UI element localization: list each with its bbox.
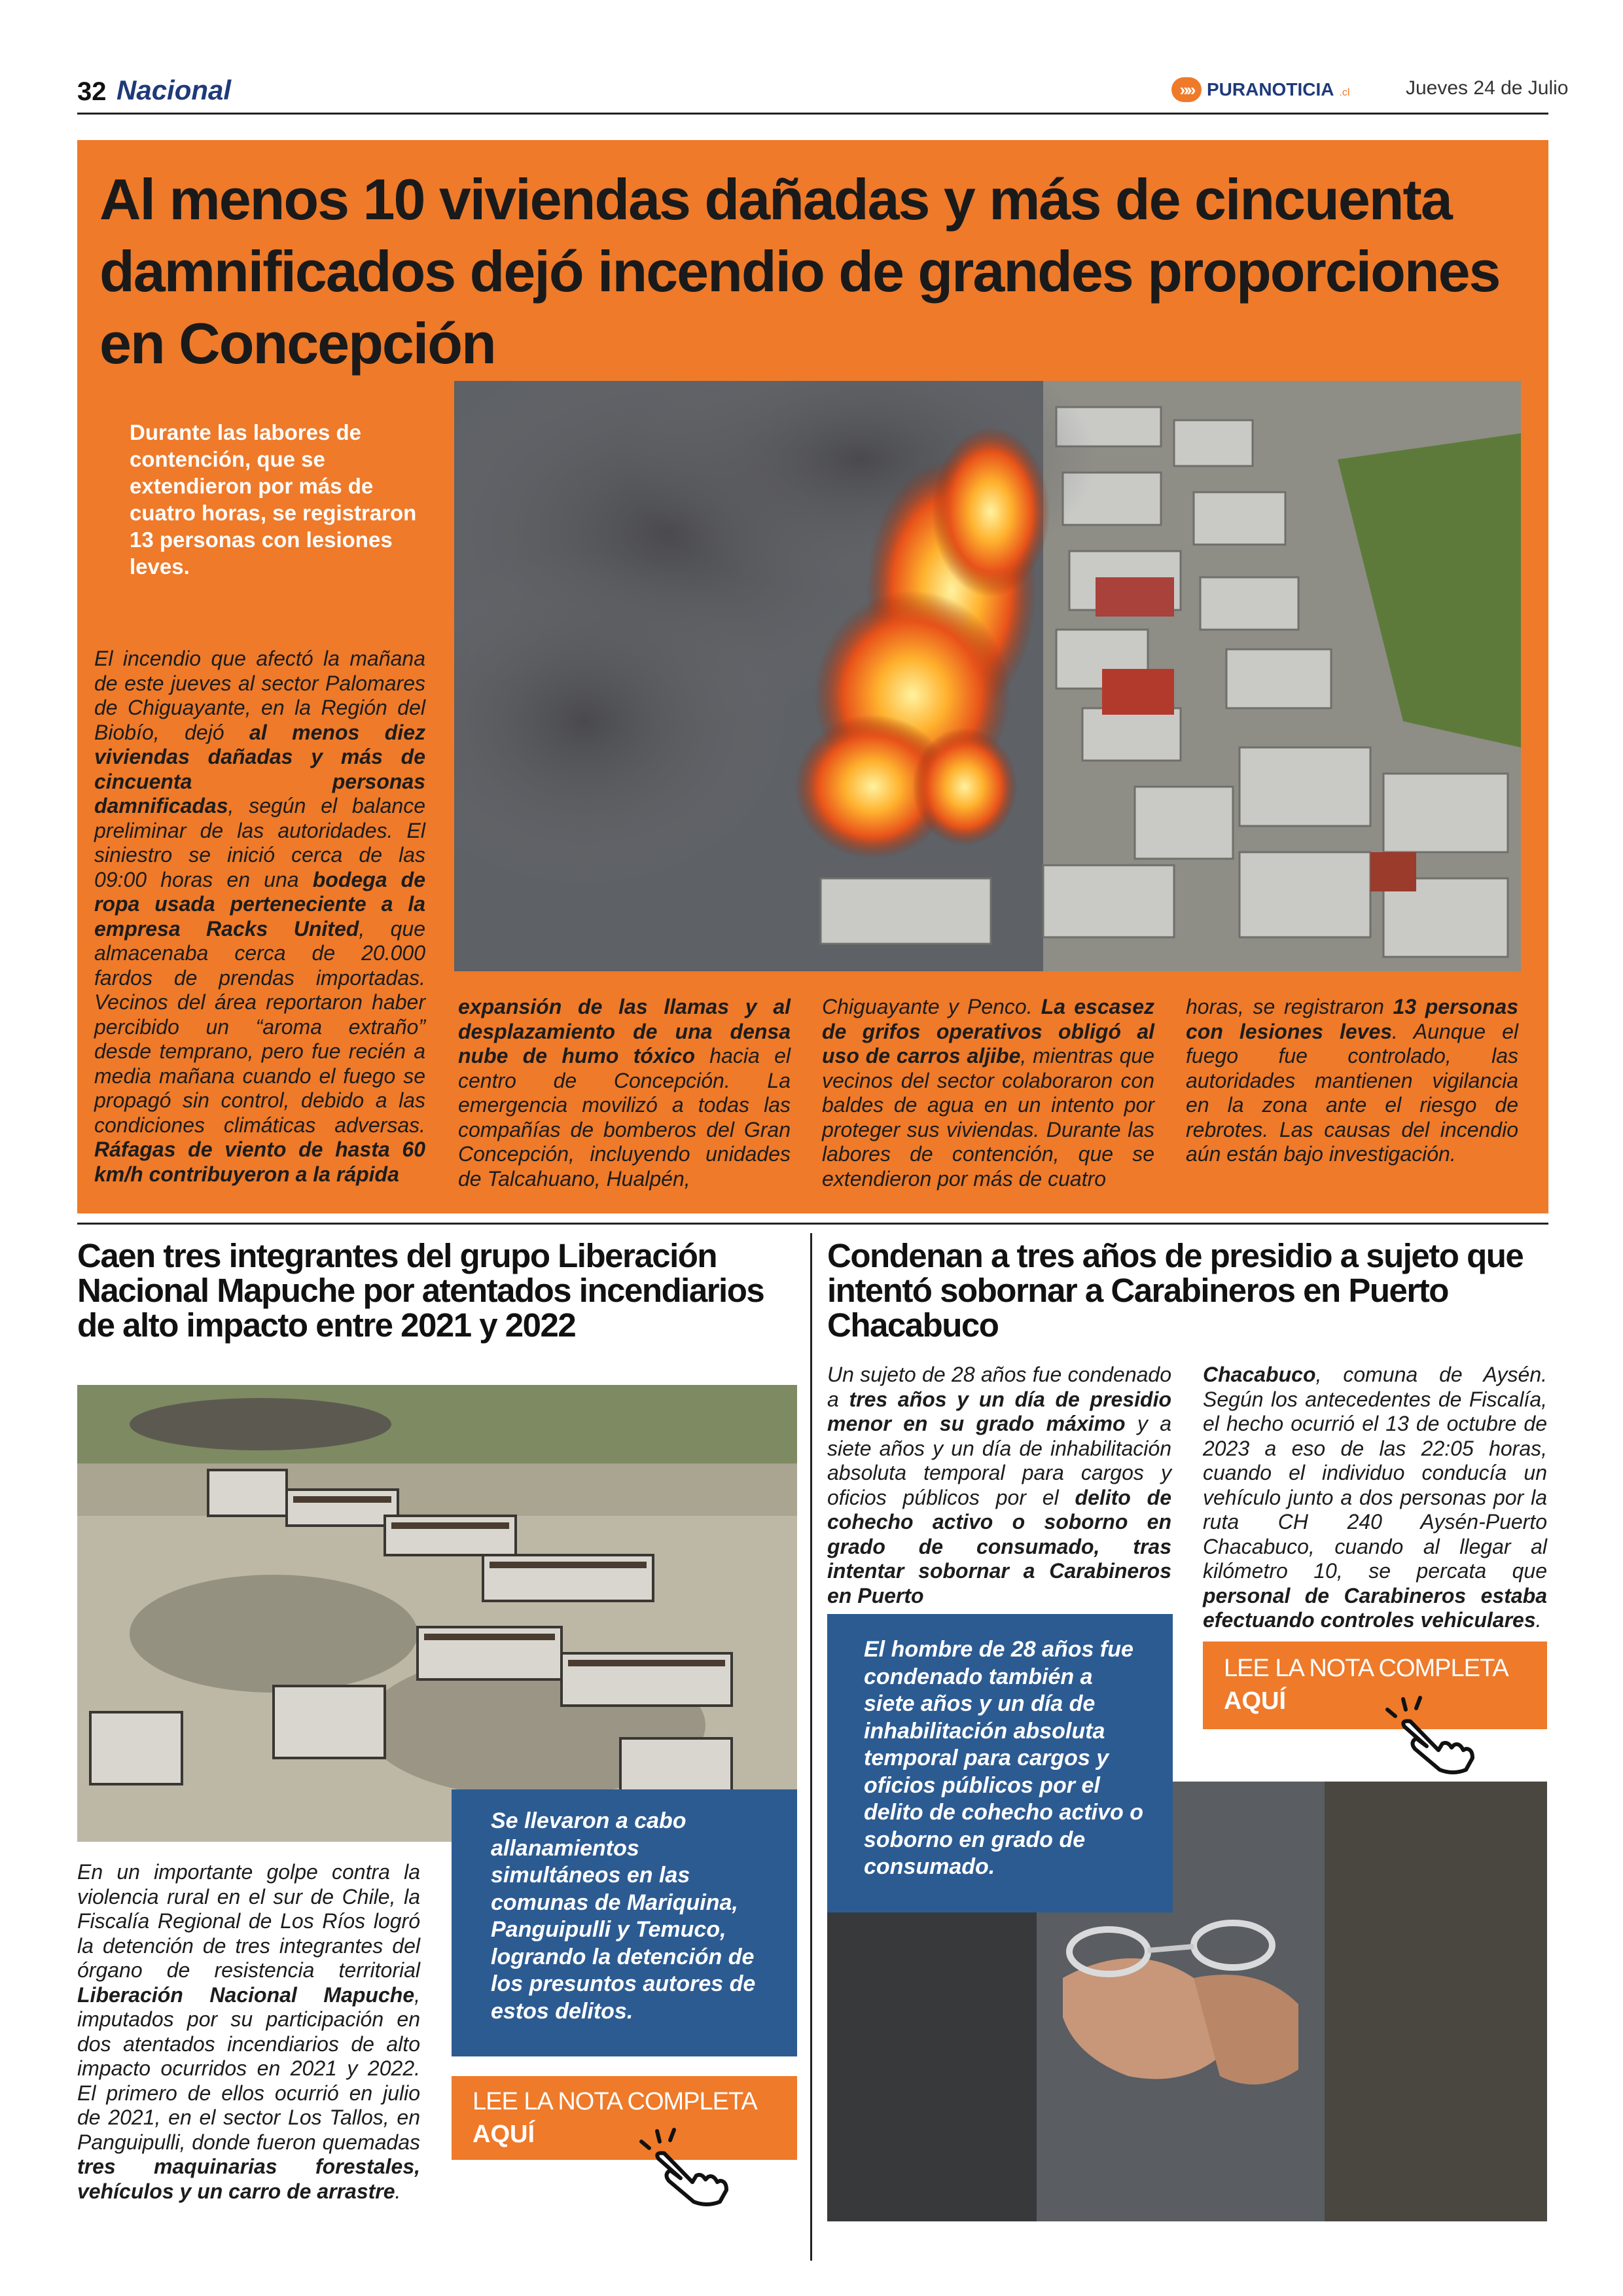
read-more-link[interactable]: AQUÍ bbox=[1224, 1687, 1286, 1715]
brand-suffix: .cl bbox=[1339, 87, 1350, 98]
bold-text: tres años y un día de presidio menor en su grado máximo bbox=[827, 1387, 1172, 1435]
bold-text: 13 personas con lesiones leves bbox=[1186, 995, 1518, 1043]
body-text: , según el balance preliminar de las autoridades. El siniestro se inició cerca de las 09:00 horas en una bbox=[94, 794, 425, 891]
bold-text: Ráfagas de viento de hasta 60 km/h contribuyeron a la rápida bbox=[94, 1138, 425, 1186]
body-text: . Aunque el fuego fue controlado, las autoridades mantienen vigilancia en la zona ante el riesgo de rebrotes. Las causas del incendio aún están bajo investigación. bbox=[1186, 1019, 1518, 1166]
bold-text: Chacabuco bbox=[1203, 1363, 1316, 1386]
column-divider bbox=[810, 1233, 812, 2261]
bold-text: delito de cohecho activo o soborno en grado de consumado, tras intentar sobornar a Carabineros en Puerto bbox=[827, 1485, 1171, 1607]
page-number: 32 bbox=[77, 77, 107, 106]
fire-photo-image bbox=[454, 381, 1521, 971]
section-divider bbox=[77, 1223, 1548, 1225]
body-text: hacia el centro de Concepción. La emergencia movilizó a todas las compañías de bomberos del Gran Concepción, incluyendo unidades de Talcahuano, Hualpén, bbox=[458, 1044, 791, 1191]
chevrons-icon: »» bbox=[1171, 77, 1202, 102]
section-name: Nacional bbox=[116, 75, 232, 105]
body-text: , imputados por su participación en dos atentados incendiarios de alto impacto ocurridos en 2021 y 2022. El primero de ellos ocurrió en julio de 2021, en el sector Los Tallos, en Panguipulli, donde fueron quemadas bbox=[77, 1982, 420, 2154]
body-text: , mientras que vecinos del sector colaboraron con baldes de agua en un intento por proteger sus viviendas. Durante las labores de contención, que se extendieron por más de cuatro bbox=[822, 1044, 1155, 1191]
bold-text: personal de Carabineros estaba efectuando controles vehiculares bbox=[1203, 1583, 1547, 1632]
trucks-photo bbox=[77, 1385, 797, 1842]
story-left-callout: Se llevaron a cabo allanamientos simultáneos en las comunas de Mariquina, Panguipulli y Temuco, logrando la detención de los presuntos autores de estos delitos. bbox=[491, 1808, 756, 2024]
feature-body-col-4 bbox=[1186, 995, 1518, 1167]
body-text: . bbox=[395, 2179, 401, 2203]
body-text: , comuna de Aysén. Según los antecedentes de Fiscalía, el hecho ocurrió el 13 de octubre de 2023 a eso de las 22:05 horas, cuando el individuo conducía un vehículo junto a dos personas por la ruta CH 240 Aysén-Puerto Chacabuco, cuando al llegar al kilómetro 10, se percata que bbox=[1203, 1363, 1547, 1583]
brand-logo[interactable] bbox=[1171, 77, 1349, 102]
story-right-body-col-1 bbox=[827, 1363, 1171, 1608]
body-text: . bbox=[1535, 1608, 1542, 1632]
body-text: y a siete años y un día de inhabilitación absoluta temporal para cargos y oficios públicos por el bbox=[827, 1412, 1172, 1509]
fire-photo bbox=[454, 381, 1521, 971]
bold-text: La escasez de grifos operativos obligó al uso de carros aljibe bbox=[822, 995, 1154, 1067]
read-more-label[interactable]: LEE LA NOTA COMPLETA bbox=[1224, 1655, 1508, 1682]
bold-text: expansión de las llamas y al desplazamiento de una densa nube de humo tóxico bbox=[458, 995, 791, 1067]
bold-text: al menos diez viviendas dañadas y más de cincuenta personas damnificadas bbox=[94, 720, 425, 817]
story-left-headline: Caen tres integrantes del grupo Liberación Nacional Mapuche por atentados incendiarios de alto impacto entre 2021 y 2022 bbox=[77, 1237, 764, 1344]
feature-lead: Durante las labores de contención, que se extendieron por más de cuatro horas, se registraron 13 personas con lesiones leves. bbox=[130, 420, 417, 579]
story-left-body bbox=[77, 1860, 420, 2204]
trucks-photo-image bbox=[77, 1385, 797, 1842]
read-more-link[interactable]: AQUÍ bbox=[473, 2121, 535, 2148]
bold-text: bodega de ropa usada perteneciente a la empresa Racks United bbox=[94, 867, 426, 941]
feature-body-col-3 bbox=[822, 995, 1154, 1191]
story-right-headline: Condenan a tres años de presidio a sujeto que intentó sobornar a Carabineros en Puerto Chacabuco bbox=[827, 1237, 1524, 1344]
body-text: , que almacenaba cerca de 20.000 fardos de prendas importadas. Vecinos del área reportaron haber percibido un “aroma extraño” desde temprano, pero fue recién a media mañana cuando el fuego se propagó sin control, debido a las condiciones climáticas adversas. bbox=[94, 916, 426, 1137]
read-more-label[interactable]: LEE LA NOTA COMPLETA bbox=[473, 2088, 757, 2115]
issue-date: Jueves 24 de Julio bbox=[1406, 77, 1569, 99]
feature-body-col-2 bbox=[458, 995, 791, 1191]
body-text: Chiguayante y Penco. bbox=[822, 995, 1041, 1018]
bold-text: tres maquinarias forestales, vehículos y un carro de arrastre bbox=[77, 2155, 420, 2203]
story-right-body-col-2 bbox=[1203, 1363, 1547, 1633]
brand-name: PURANOTICIA bbox=[1207, 79, 1334, 99]
body-text: Un sujeto de 28 años fue condenado a bbox=[827, 1363, 1171, 1411]
feature-body-col-1 bbox=[94, 647, 425, 1187]
body-text: En un importante golpe contra la violencia rural en el sur de Chile, la Fiscalía Regional de Los Ríos logró la detención de tres integrantes del órgano de resistencia territorial bbox=[77, 1860, 420, 1982]
pointer-hand-icon[interactable] bbox=[628, 2122, 733, 2207]
body-text: El incendio que afectó la mañana de este jueves al sector Palomares de Chiguayante, en la Región del Biobío, dejó bbox=[94, 647, 425, 744]
bold-text: Liberación Nacional Mapuche bbox=[77, 1982, 415, 2007]
pointer-hand-icon[interactable] bbox=[1374, 1690, 1479, 1775]
story-right-callout: El hombre de 28 años fue condenado también a siete años y un día de inhabilitación absoluta temporal para cargos y oficios públicos por el delito de cohecho activo o soborno en grado de consumado. bbox=[864, 1637, 1143, 1879]
body-text: horas, se registraron bbox=[1186, 995, 1393, 1018]
header-divider bbox=[77, 113, 1548, 115]
feature-headline: Al menos 10 viviendas dañadas y más de cincuenta damnificados dejó incendio de grandes proporciones en Concepción bbox=[99, 167, 1500, 376]
